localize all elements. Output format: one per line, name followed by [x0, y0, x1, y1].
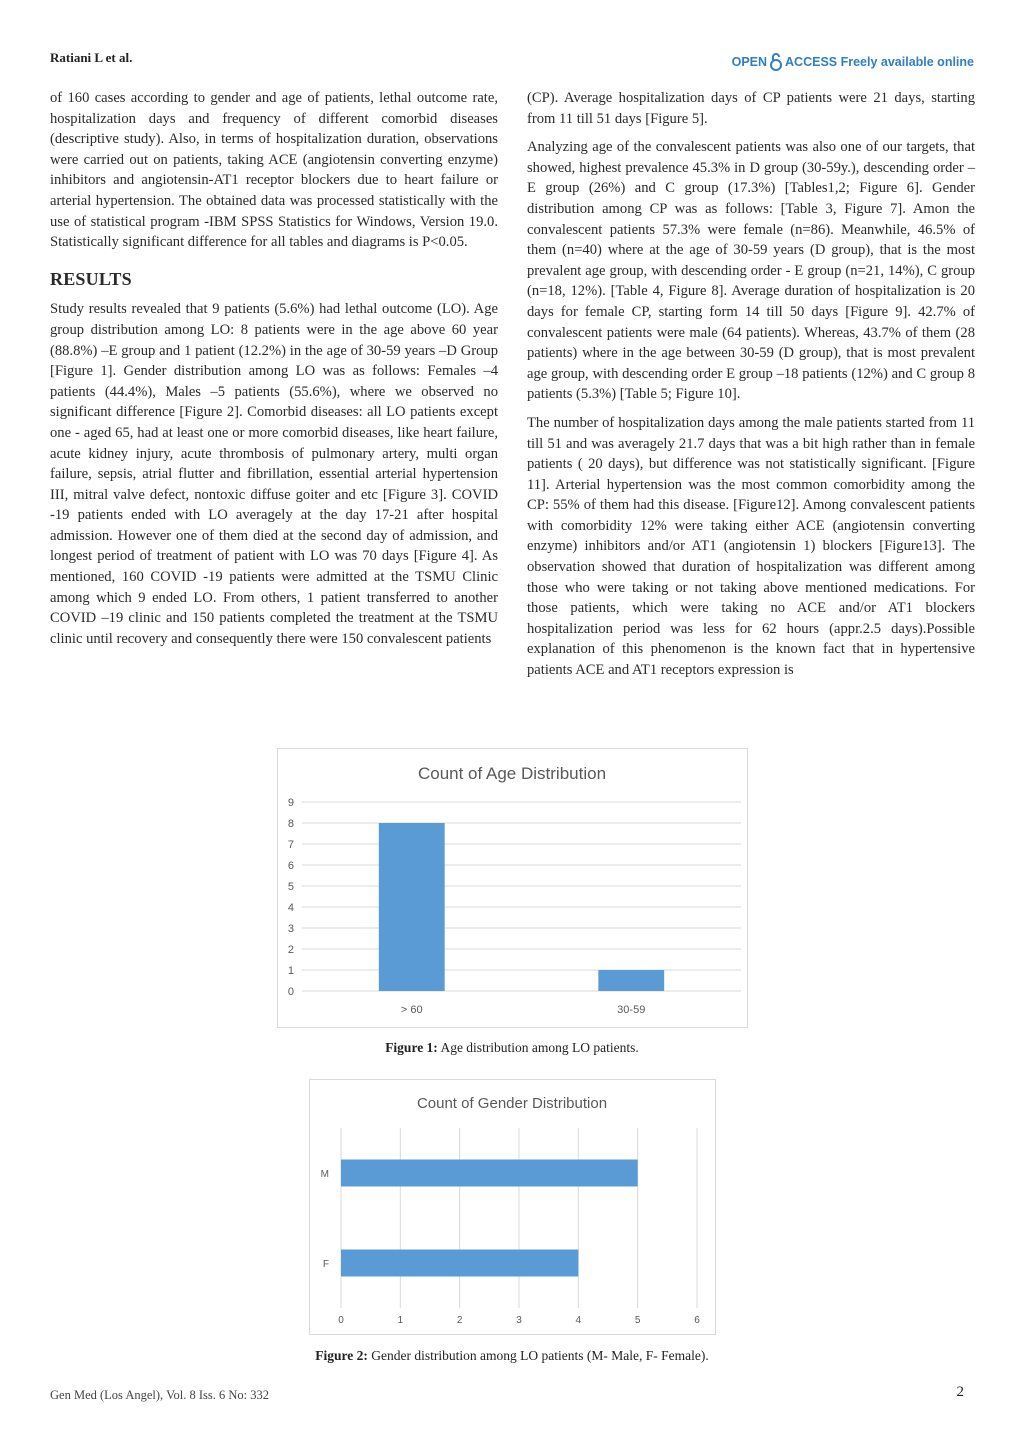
bar-30-59 [598, 970, 664, 991]
footer-journal-citation: Gen Med (Los Angel), Vol. 8 Iss. 6 No: 332 [50, 1388, 269, 1402]
x-tick-label: 5 [634, 1315, 641, 1326]
x-category-label: 30-59 [617, 1004, 646, 1016]
chart-title: Count of Age Distribution [417, 764, 607, 783]
open-access-badge [732, 52, 974, 72]
page-number: 2 [956, 1384, 964, 1400]
y-tick-label: 6 [287, 860, 294, 872]
y-category-label: F [322, 1259, 329, 1270]
x-tick-label: 3 [516, 1315, 522, 1326]
body-paragraph: of 160 cases according to gender and age of patients, lethal outcome rate, hospitalization days and frequency of different comorbid diseases (descriptive study). Also, in terms of hospitalization duration, observations were carried out on patients, taking ACE (angiotensin converting enzyme) inhibitors and angiotensin-AT1 receptor blockers due to heart failure or arterial hypertension. The obtained data was processed statistically with the use of statistical program -IBM SPSS Statistics for Windows, Version 19.0. Statistically significant difference for all tables and diagrams is P<0.05. [50, 90, 498, 251]
right-column [527, 88, 975, 689]
x-tick-label: 6 [694, 1315, 700, 1326]
figure-1-chart [277, 748, 748, 1028]
bar--60 [379, 823, 445, 991]
chart-title: Count of Gender Distribution [416, 1095, 608, 1112]
figure-1-caption [0, 1040, 1024, 1056]
y-tick-label: 7 [287, 839, 294, 851]
body-paragraph: The number of hospitalization days among the male patients started from 11 till 51 and was averagely 21.7 days that was a bit high rather than in female patients ( 20 days), but difference was not statistically significant. [Figure 11]. Arterial hypertension was the most common comorbidity among the CP: 55% of them had this disease. [Figure12]. Among convalescent patients with comorbidity 12% were taking either ACE (angiotensin converting enzyme) inhibitors and/or AT1 (angiotensin 1) blockers [Figure13]. The observation showed that duration of hospitalization was different among those who were taking or not taking above mentioned medications. For those patients, which were taking no ACE and/or AT1 blockers hospitalization period was less for 62 hours (appr.2.5 days).Possible explanation of this phenomenon is the known fact that in hypertensive patients ACE and AT1 receptors expression is [527, 414, 975, 679]
body-paragraph: Study results revealed that 9 patients (5.6%) had lethal outcome (LO). Age group distribution among LO: 8 patients were in the age above 60 year (88.8%) –E group and 1 patient (12.2%) in the age of 30-59 years –D Group [Figure 1]. Gender distribution among LO was as follows: Females –4 patients (44.4%), Males –5 patients (55.6%), where we observed no significant difference [Figure 2]. Comorbid diseases: all LO patients except one - aged 65, had at least one or more comorbid diseases, like heart failure, acute kidney injury, acute thrombosis of pulmonary artery, multi organ failure, sepsis, atrial flutter and fibrillation, essential arterial hypertension III, mitral valve defect, nontoxic diffuse goiter and etc [Figure 3]. COVID -19 patients ended with LO averagely at the day 17-21 after hospital admission. However one of them died at the second day of admission, and longest period of treatment of patient with LO was 70 days [Figure 4]. As mentioned, 160 COVID -19 patients were admitted at the TSMU Clinic among which 9 ended LO. From others, 1 patient transferred to another COVID –19 clinic and 150 patients completed the treatment at the TSMU clinic until recovery and consequently there were 150 convalescent patients [50, 301, 498, 647]
x-tick-label: 1 [397, 1315, 404, 1326]
figure-2-text: Gender distribution among LO patients (M- Male, F- Female). [367, 1348, 709, 1363]
age-distribution-chart [278, 749, 747, 1027]
figure-2-caption [0, 1348, 1024, 1364]
y-tick-label: 9 [287, 797, 294, 809]
y-tick-label: 1 [287, 965, 294, 977]
open-lock-icon [770, 52, 782, 72]
y-tick-label: 5 [287, 881, 294, 893]
section-heading-results: RESULTS [50, 268, 132, 289]
y-tick-label: 2 [287, 944, 294, 956]
left-column [50, 88, 498, 657]
figure-1-text: Age distribution among LO patients. [437, 1040, 639, 1055]
y-tick-label: 4 [287, 902, 294, 914]
running-header-author: Ratiani L et al. [50, 50, 133, 65]
figure-1-label: Figure 1: [385, 1040, 438, 1055]
oa-access-text: ACCESS Freely available online [785, 55, 974, 69]
body-paragraph: (CP). Average hospitalization days of CP patients were 21 days, starting from 11 till 51 days [Figure 5]. [527, 90, 975, 127]
body-paragraph: Analyzing age of the convalescent patients was also one of our targets, that showed, highest prevalence 45.3% in D group (30-59y.), descending order – E group (26%) and C group (17.3%) [Tables1,2; Figure 6]. Gender distribution among CP was as follows: [Table 3, Figure 7]. Amon the convalescent patients 57.3% were female (n=86). Meanwhile, 46.5% of them (n=40) where at the age of 30-59 years (D group), that is the most prevalent age group, with descending order - E group (n=21, 14%), C group (n=18, 12%). [Table 4, Figure 8]. Average duration of hospitalization is 20 days for female CP, starting form 14 till 50 days [Figure 9]. 42.7% of convalescent patients were male (64 patients). Whereas, 43.7% of them (28 patients) where in the age between 30-59 (D group), that is most prevalent age group, with descending order E group –18 patients (12%) and C group 8 patients (5.3%) [Table 5; Figure 10]. [527, 139, 975, 403]
bar-F [341, 1250, 578, 1277]
bar-M [341, 1160, 638, 1187]
x-category-label: > 60 [400, 1004, 423, 1016]
figure-2-chart [309, 1079, 716, 1335]
x-tick-label: 0 [338, 1315, 344, 1326]
y-tick-label: 0 [287, 986, 294, 998]
y-category-label: M [320, 1169, 329, 1180]
figure-2-label: Figure 2: [315, 1348, 368, 1363]
y-tick-label: 8 [287, 818, 294, 830]
oa-open-text: OPEN [731, 55, 768, 69]
x-tick-label: 2 [456, 1315, 463, 1326]
gender-distribution-chart [310, 1080, 715, 1334]
x-tick-label: 4 [575, 1315, 582, 1326]
y-tick-label: 3 [287, 923, 294, 935]
